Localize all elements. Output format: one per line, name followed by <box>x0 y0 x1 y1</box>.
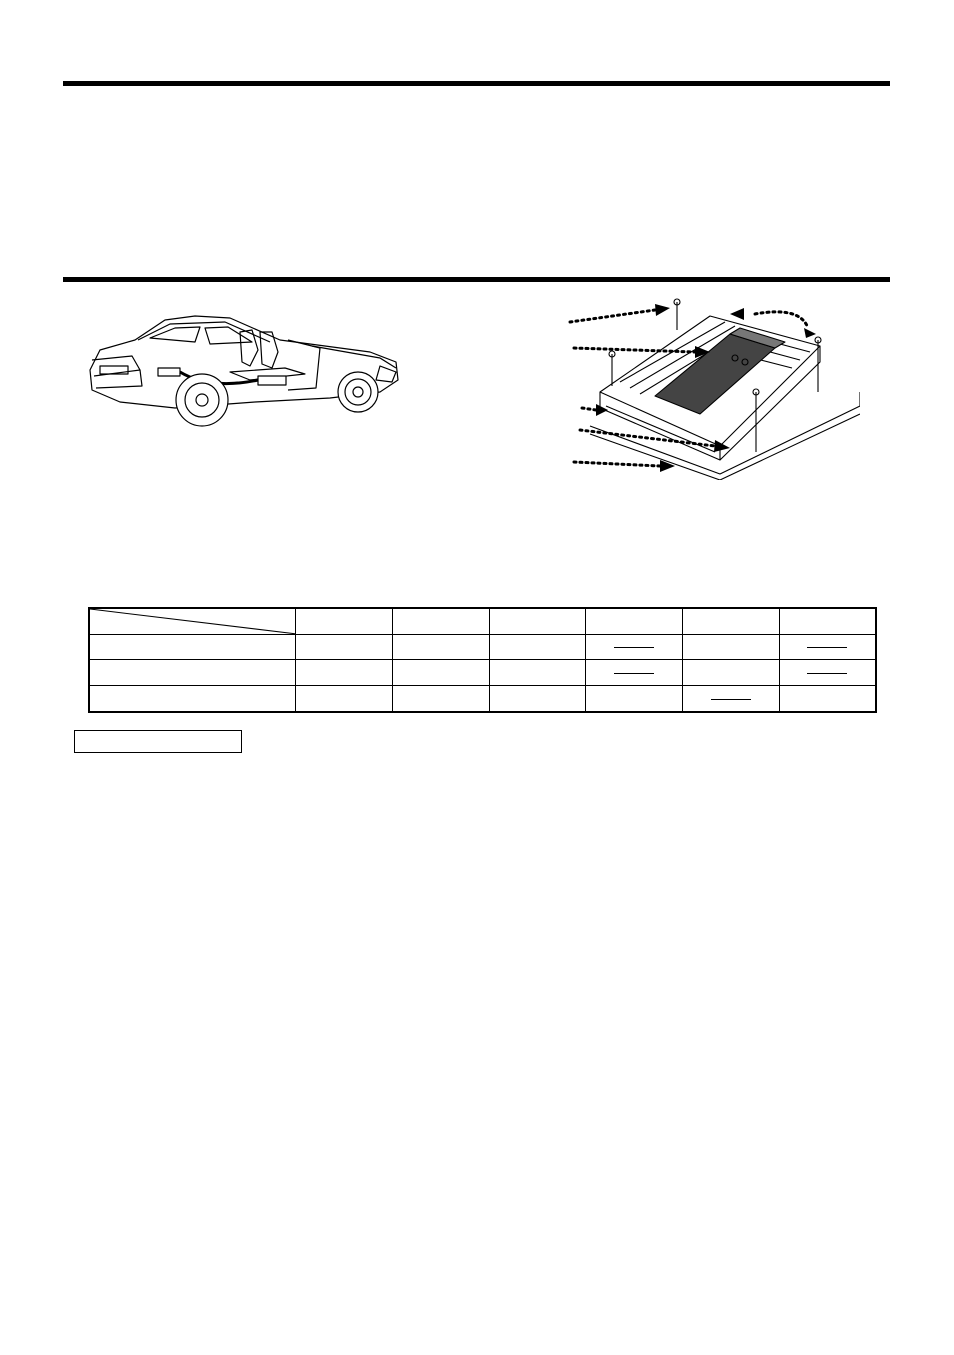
table-cell <box>779 660 876 686</box>
table-cell <box>296 634 393 660</box>
settings-table <box>88 607 877 713</box>
table-cell <box>392 686 489 712</box>
table-cell <box>296 686 393 712</box>
table-cell <box>779 634 876 660</box>
table-row-label <box>89 686 296 712</box>
underline-mark <box>807 673 847 674</box>
table-header-cell <box>296 608 393 634</box>
amplifier-mounting-icon <box>560 296 860 480</box>
underline-mark <box>807 647 847 648</box>
section-rule-middle <box>63 277 890 282</box>
table-row-label <box>89 634 296 660</box>
table-row-label <box>89 660 296 686</box>
underline-mark <box>614 647 654 648</box>
table-row <box>89 634 876 660</box>
note-box <box>74 730 242 753</box>
table-cell <box>683 686 780 712</box>
table-cell <box>779 686 876 712</box>
table-header-cell <box>489 608 586 634</box>
table-cell <box>296 660 393 686</box>
table-cell <box>683 660 780 686</box>
table-cell <box>489 660 586 686</box>
table-cell <box>683 634 780 660</box>
table-cell <box>489 634 586 660</box>
table-cell <box>392 660 489 686</box>
table-corner-cell <box>89 608 296 634</box>
table-row <box>89 660 876 686</box>
table-header-row <box>89 608 876 634</box>
car-cutaway-icon <box>80 310 410 440</box>
underline-mark <box>614 673 654 674</box>
table-header-cell <box>586 608 683 634</box>
table-header-cell <box>683 608 780 634</box>
table-row <box>89 686 876 712</box>
section-rule-top <box>63 81 890 86</box>
table-cell <box>586 686 683 712</box>
table-cell <box>586 660 683 686</box>
table-header-cell <box>779 608 876 634</box>
table-cell <box>489 686 586 712</box>
table-header-cell <box>392 608 489 634</box>
table-cell <box>392 634 489 660</box>
table-cell <box>586 634 683 660</box>
underline-mark <box>711 699 751 700</box>
